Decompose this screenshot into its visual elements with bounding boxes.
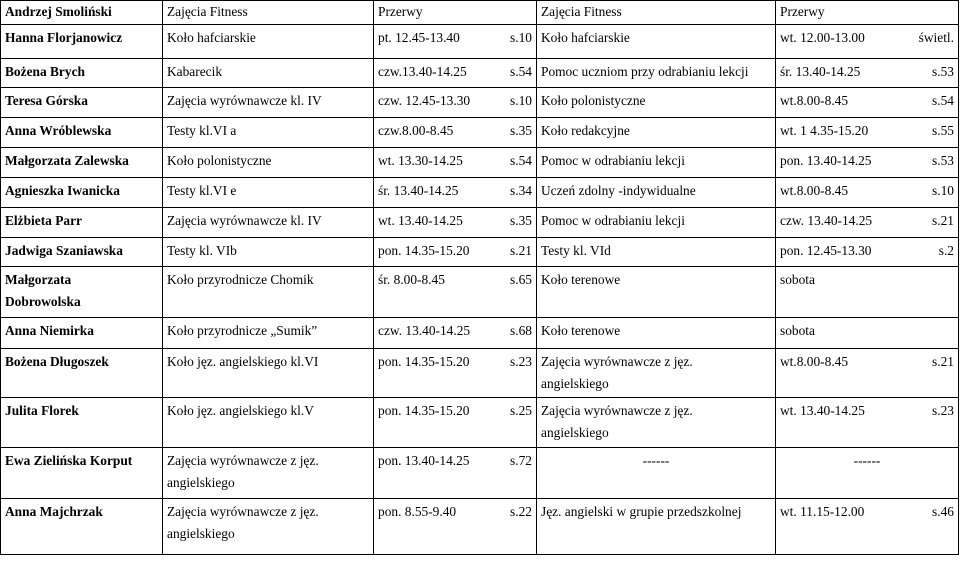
- activity-2: Koło terenowe: [537, 318, 776, 349]
- room-2: s.2: [938, 243, 954, 258]
- room-2: s.21: [932, 354, 954, 369]
- activity-1: Koło hafciarskie: [163, 25, 374, 59]
- room-2: s.46: [932, 504, 954, 519]
- schedule-1: [374, 499, 537, 555]
- time-1: czw. 13.40-14.25: [378, 323, 471, 338]
- activity-1: Zajęcia wyrównawcze kl. IV: [163, 88, 374, 118]
- teacher-name: Małgorzata Dobrowolska: [1, 267, 163, 318]
- schedule-1: [374, 267, 537, 318]
- room-2: s.10: [932, 183, 954, 198]
- teacher-name: Teresa Górska: [1, 88, 163, 118]
- schedule-2: [776, 178, 959, 208]
- activity-2: Pomoc uczniom przy odrabianiu lekcji: [537, 59, 776, 88]
- activity-2: Koło polonistyczne: [537, 88, 776, 118]
- activity-2: Pomoc w odrabianiu lekcji: [537, 148, 776, 178]
- time-2: wt.8.00-8.45: [780, 183, 849, 198]
- table-row: [1, 499, 959, 555]
- header-activity-2: Zajęcia Fitness: [537, 1, 776, 25]
- teacher-name: Małgorzata Zalewska: [1, 148, 163, 178]
- time-1: czw.13.40-14.25: [378, 64, 467, 79]
- teacher-name: Elżbieta Parr: [1, 208, 163, 238]
- activity-2: Koło hafciarskie: [537, 25, 776, 59]
- teacher-name: Agnieszka Iwanicka: [1, 178, 163, 208]
- time-2: wt. 11.15-12.00: [780, 504, 865, 519]
- schedule-1: [374, 59, 537, 88]
- schedule-2: [776, 88, 959, 118]
- schedule-1: [374, 349, 537, 398]
- time-1: pon. 13.40-14.25: [378, 453, 470, 468]
- room-1: s.21: [510, 243, 532, 258]
- room-1: s.22: [510, 504, 532, 519]
- teacher-name: Hanna Florjanowicz: [1, 25, 163, 59]
- activity-1: Koło przyrodnicze Chomik: [163, 267, 374, 318]
- room-2: s.53: [932, 153, 954, 168]
- header-breaks-1: Przerwy: [374, 1, 537, 25]
- room-1: s.23: [510, 354, 532, 369]
- time-2: wt. 12.00-13.00: [780, 30, 865, 45]
- table-row: [1, 59, 959, 88]
- header-name: Andrzej Smoliński: [1, 1, 163, 25]
- activity-1: Zajęcia wyrównawcze z jęz. angielskiego: [163, 499, 374, 555]
- schedule-1: [374, 398, 537, 448]
- table-row: [1, 448, 959, 499]
- table-row: [1, 398, 959, 448]
- activity-2: Zajęcia wyrównawcze z jęz. angielskiego: [537, 349, 776, 398]
- table-row: [1, 208, 959, 238]
- time-2: wt. 13.40-14.25: [780, 403, 865, 418]
- time-2: wt. 1 4.35-15.20: [780, 123, 869, 138]
- teacher-name: Jadwiga Szaniawska: [1, 238, 163, 267]
- activity-2: Koło terenowe: [537, 267, 776, 318]
- schedule-2: [776, 267, 959, 318]
- schedule-2: [776, 349, 959, 398]
- schedule-1: [374, 118, 537, 148]
- table-row: [1, 118, 959, 148]
- room-1: s.68: [510, 323, 532, 338]
- schedule-1: [374, 25, 537, 59]
- room-2: s.23: [932, 403, 954, 418]
- schedule-1: [374, 238, 537, 267]
- room-1: s.10: [510, 93, 532, 108]
- activity-1: Testy kl.VI a: [163, 118, 374, 148]
- activity-1: Testy kl. VIb: [163, 238, 374, 267]
- time-2: wt.8.00-8.45: [780, 93, 849, 108]
- activity-1: Zajęcia wyrównawcze kl. IV: [163, 208, 374, 238]
- time-2: wt.8.00-8.45: [780, 354, 849, 369]
- time-1: wt. 13.40-14.25: [378, 213, 463, 228]
- table-row: [1, 267, 959, 318]
- header-breaks-2: Przerwy: [776, 1, 959, 25]
- activity-2: Testy kl. VId: [537, 238, 776, 267]
- schedule-1: [374, 178, 537, 208]
- time-1: pon. 14.35-15.20: [378, 243, 470, 258]
- teacher-name: Bożena Długoszek: [1, 349, 163, 398]
- activity-1: Koło jęz. angielskiego kl.V: [163, 398, 374, 448]
- schedule-1: [374, 148, 537, 178]
- schedule-1: [374, 318, 537, 349]
- time-2: sobota: [780, 323, 815, 338]
- time-1: pon. 14.35-15.20: [378, 354, 470, 369]
- header-activity-1: Zajęcia Fitness: [163, 1, 374, 25]
- time-1: pon. 14.35-15.20: [378, 403, 470, 418]
- table-row: [1, 148, 959, 178]
- schedule-2: [776, 59, 959, 88]
- room-1: s.65: [510, 272, 532, 287]
- schedule-1: [374, 208, 537, 238]
- time-2: śr. 13.40-14.25: [780, 64, 861, 79]
- teacher-name: Julita Florek: [1, 398, 163, 448]
- room-2: s.54: [932, 93, 954, 108]
- table-row: [1, 178, 959, 208]
- time-2: pon. 13.40-14.25: [780, 153, 872, 168]
- schedule-2: [776, 25, 959, 59]
- activity-1: Koło polonistyczne: [163, 148, 374, 178]
- schedule-1: [374, 448, 537, 499]
- teacher-name: Anna Majchrzak: [1, 499, 163, 555]
- time-1: śr. 13.40-14.25: [378, 183, 459, 198]
- room-2: s.21: [932, 213, 954, 228]
- schedule-2: [776, 318, 959, 349]
- room-2: s.55: [932, 123, 954, 138]
- activity-2: ------: [537, 448, 776, 499]
- time-2: sobota: [780, 272, 815, 287]
- room-2: świetl.: [918, 30, 954, 45]
- time-2: ------: [776, 448, 959, 499]
- activity-1: Zajęcia wyrównawcze z jęz. angielskiego: [163, 448, 374, 499]
- activity-2: Uczeń zdolny -indywidualne: [537, 178, 776, 208]
- teacher-name: Anna Niemirka: [1, 318, 163, 349]
- activity-2: Koło redakcyjne: [537, 118, 776, 148]
- table-row: [1, 238, 959, 267]
- activity-1: Testy kl.VI e: [163, 178, 374, 208]
- time-1: czw.8.00-8.45: [378, 123, 454, 138]
- room-1: s.35: [510, 123, 532, 138]
- activity-2: Jęz. angielski w grupie przedszkolnej: [537, 499, 776, 555]
- time-1: pt. 12.45-13.40: [378, 30, 460, 45]
- schedule-2: [776, 208, 959, 238]
- activity-1: Koło przyrodnicze „Sumik”: [163, 318, 374, 349]
- room-2: s.53: [932, 64, 954, 79]
- time-2: czw. 13.40-14.25: [780, 213, 873, 228]
- table-row: [1, 25, 959, 59]
- teacher-name: Bożena Brych: [1, 59, 163, 88]
- time-1: wt. 13.30-14.25: [378, 153, 463, 168]
- room-1: s.25: [510, 403, 532, 418]
- teacher-name: Ewa Zielińska Korput: [1, 448, 163, 499]
- time-2: pon. 12.45-13.30: [780, 243, 872, 258]
- schedule-2: [776, 398, 959, 448]
- activity-1: Koło jęz. angielskiego kl.VI: [163, 349, 374, 398]
- room-1: s.10: [510, 30, 532, 45]
- room-1: s.54: [510, 64, 532, 79]
- table-row: [1, 318, 959, 349]
- schedule-2: [776, 499, 959, 555]
- room-1: s.72: [510, 453, 532, 468]
- header-row: [1, 1, 959, 25]
- time-1: śr. 8.00-8.45: [378, 272, 445, 287]
- table-row: [1, 88, 959, 118]
- schedule-2: [776, 118, 959, 148]
- activity-2: Zajęcia wyrównawcze z jęz. angielskiego: [537, 398, 776, 448]
- room-1: s.54: [510, 153, 532, 168]
- room-1: s.34: [510, 183, 532, 198]
- activity-1: Kabarecik: [163, 59, 374, 88]
- time-1: pon. 8.55-9.40: [378, 504, 457, 519]
- room-1: s.35: [510, 213, 532, 228]
- time-1: czw. 12.45-13.30: [378, 93, 471, 108]
- schedule-2: [776, 148, 959, 178]
- teacher-name: Anna Wróblewska: [1, 118, 163, 148]
- table-row: [1, 349, 959, 398]
- activity-2: Pomoc w odrabianiu lekcji: [537, 208, 776, 238]
- schedule-1: [374, 88, 537, 118]
- schedule-2: [776, 238, 959, 267]
